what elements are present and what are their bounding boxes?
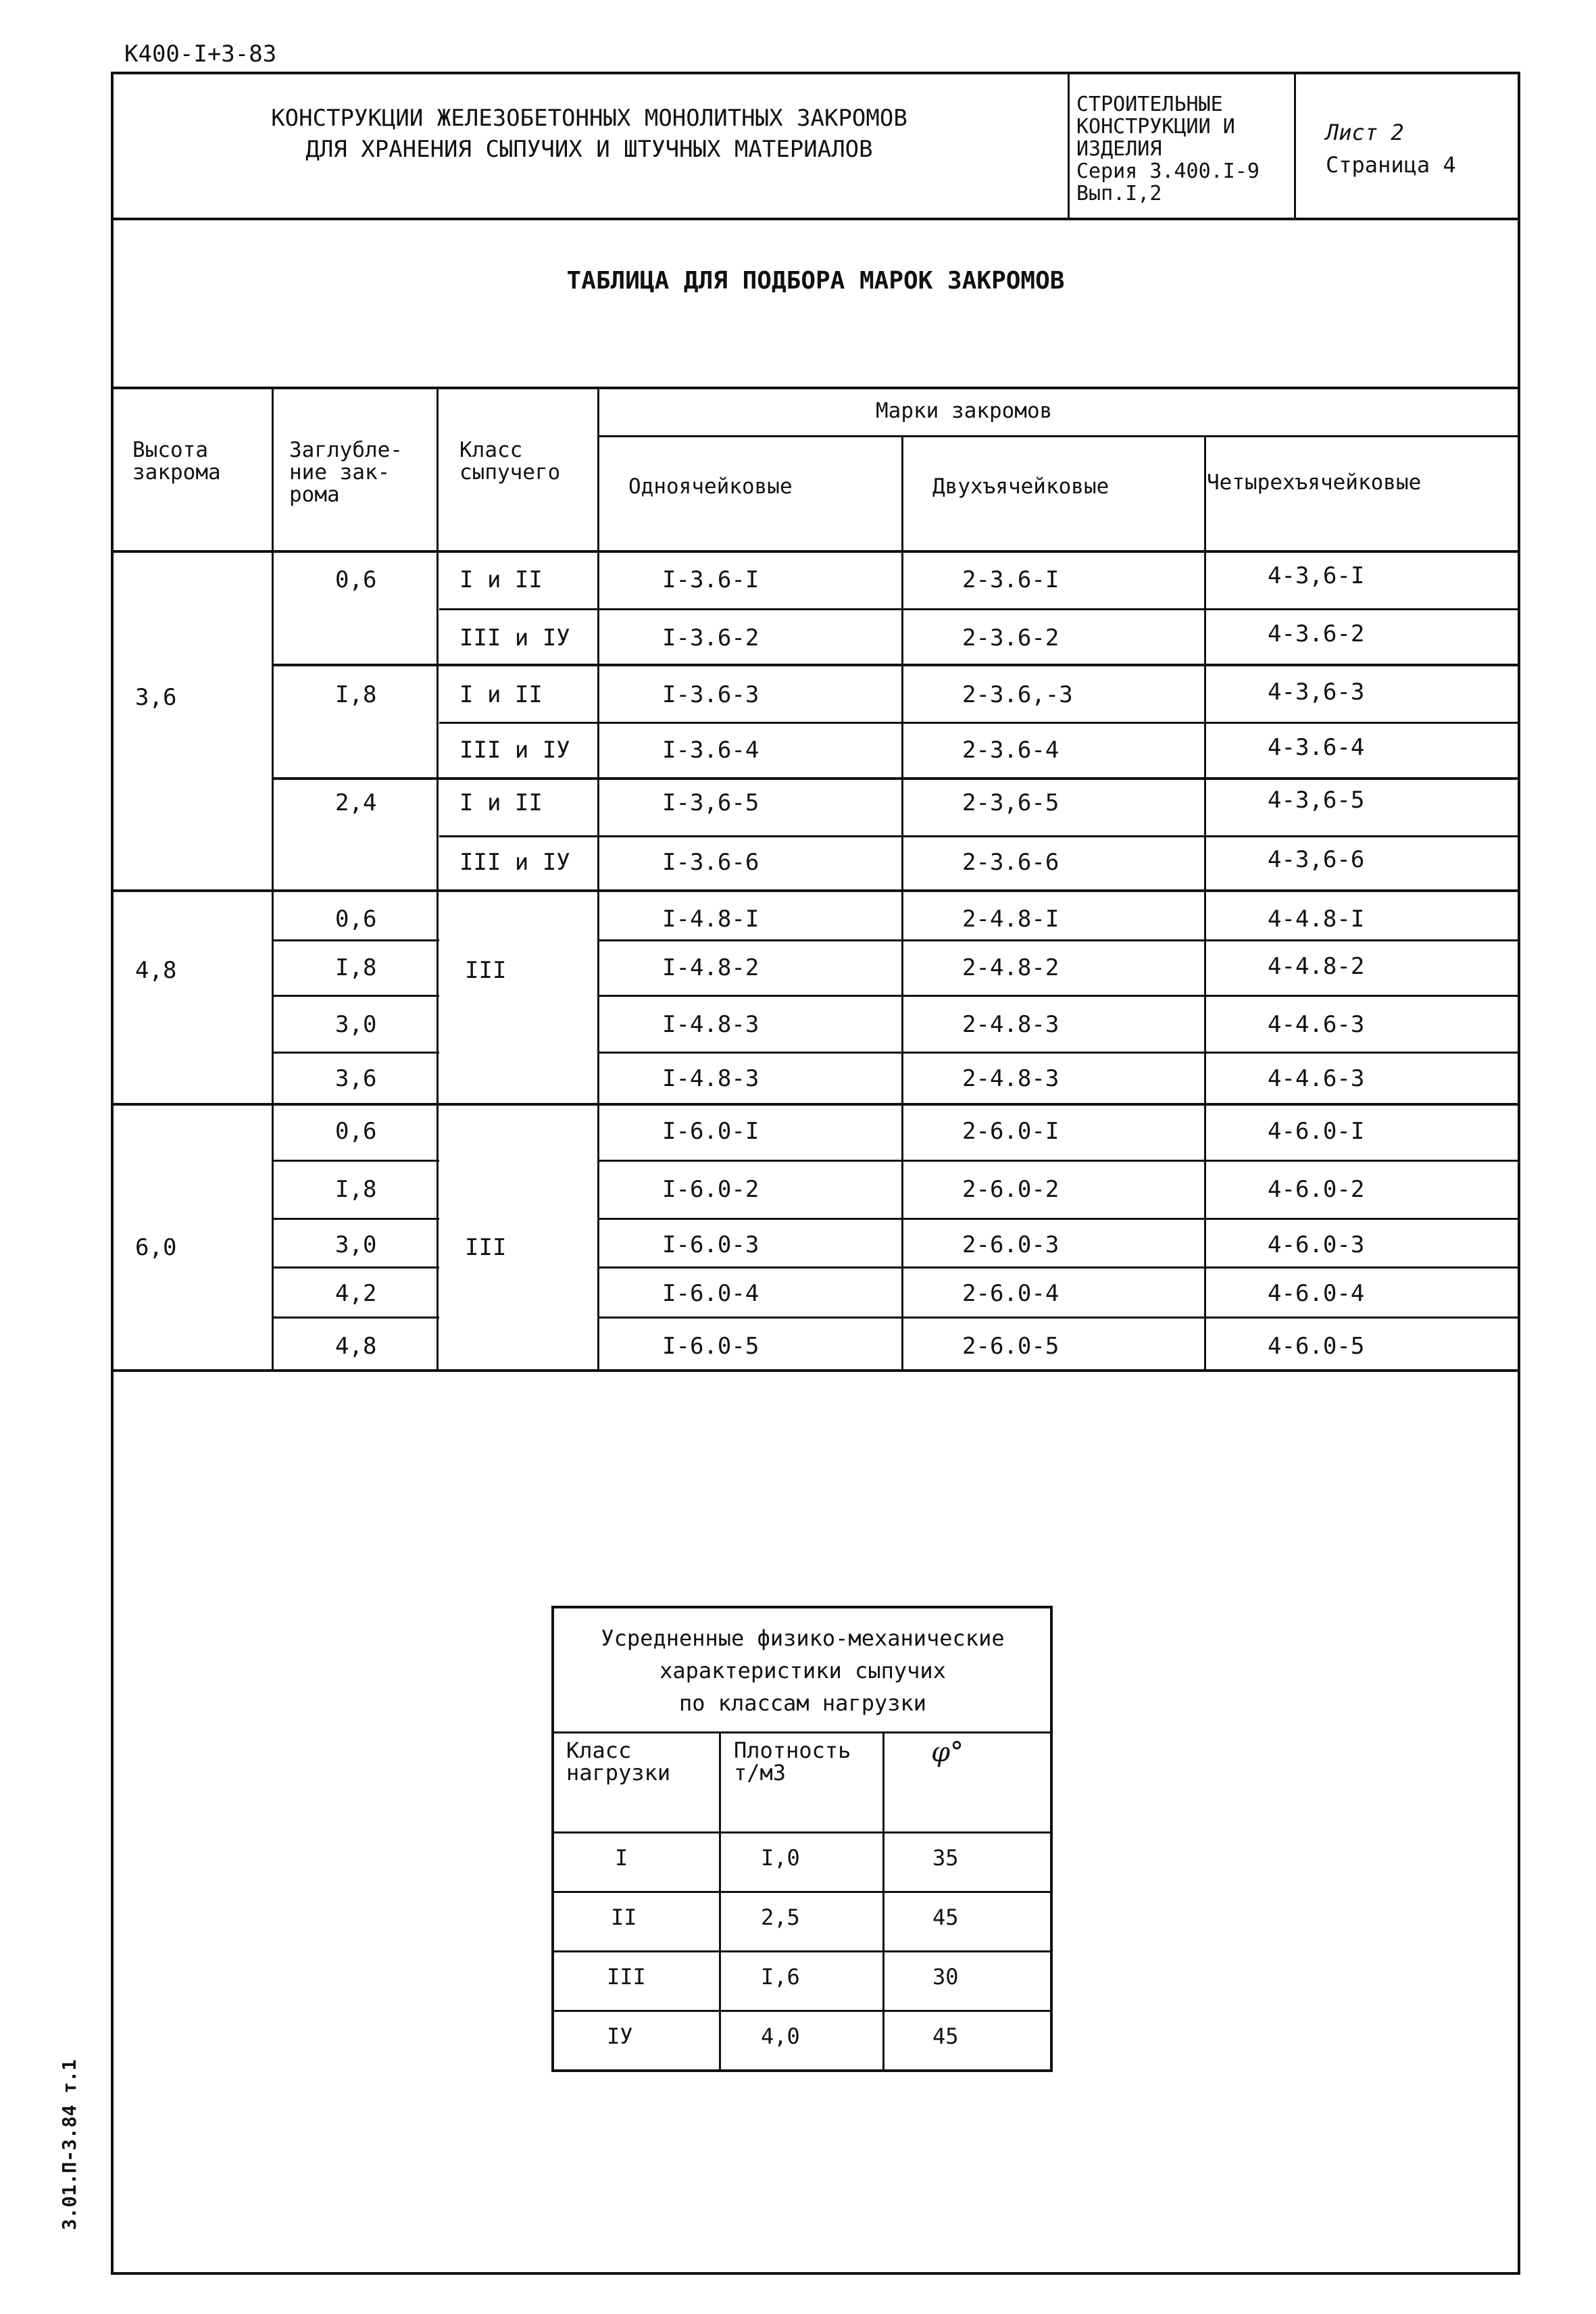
mark-four: 4-3,6-6 (1268, 846, 1365, 873)
mark-one: I-4.8-3 (662, 1011, 759, 1038)
depth-value: I,8 (335, 1176, 377, 1203)
ptab-class: II (611, 1904, 637, 1930)
series-line-2: КОНСТРУКЦИИ И (1076, 115, 1235, 139)
archive-stamp: 3.01.П-3.84 т.1 (58, 2059, 80, 2230)
mark-one: I-6.0-I (662, 1118, 759, 1145)
header-depth: Заглубле- ние зак- рома (289, 438, 403, 507)
ptab-header-density: Плотность т/м3 (734, 1738, 851, 1786)
row-divider (439, 608, 1520, 610)
ptab-col-divider (882, 1731, 884, 2072)
ptab-divider (554, 1891, 1051, 1893)
table-border (111, 387, 1520, 389)
series-line-1: СТРОИТЕЛЬНЫЕ (1076, 93, 1223, 116)
header-marks-group: Марки закромов (876, 399, 1053, 423)
table-border (111, 1369, 1520, 1372)
ptab-phi: 30 (932, 1964, 959, 1990)
mark-two: 2-4.8-I (962, 906, 1059, 933)
mark-one: I-6.0-4 (662, 1280, 759, 1307)
mark-four: 4-3.6-4 (1268, 734, 1365, 761)
row-divider (599, 1266, 1520, 1269)
depth-value: 3,0 (335, 1011, 377, 1038)
header-one-cell: Одноячейковые (628, 474, 793, 499)
depth-value: 4,8 (335, 1333, 377, 1360)
properties-title-line-1: Усредненные физико-механические (601, 1625, 1005, 1651)
row-divider (273, 664, 1520, 666)
ptab-density: 4,0 (761, 2023, 800, 2049)
title-block (111, 72, 1520, 220)
row-divider (111, 889, 1520, 892)
class-value: I и II (459, 566, 543, 593)
mark-two: 2-4.8-3 (962, 1065, 1059, 1092)
ptab-phi: 45 (932, 2023, 959, 2049)
mark-four: 4-6.0-5 (1268, 1333, 1365, 1360)
sheet-box (1296, 116, 1549, 181)
row-divider (273, 1316, 439, 1319)
document-code: К400-I+3-83 (124, 41, 277, 68)
mark-two: 2-6.0-3 (962, 1231, 1059, 1258)
series-line-5: Вып.I,2 (1076, 182, 1162, 205)
page-number: Страница 4 (1326, 152, 1456, 178)
mark-two: 2-3.6-2 (962, 624, 1059, 651)
height-value: 3,6 (135, 684, 177, 711)
depth-value: I,8 (335, 954, 377, 981)
document-title (111, 103, 1068, 165)
class-value: I и II (459, 681, 543, 708)
row-divider (273, 1052, 439, 1054)
col-divider (901, 435, 903, 1371)
header-four-cell: Четырехъячейковые (1207, 470, 1422, 495)
mark-two: 2-4.8-3 (962, 1011, 1059, 1038)
depth-value: 0,6 (335, 906, 377, 933)
mark-two: 2-3.6-I (962, 566, 1059, 593)
depth-value: I,8 (335, 681, 377, 708)
mark-four: 4-3,6-5 (1268, 787, 1365, 814)
title-line-2: ДЛЯ ХРАНЕНИЯ СЫПУЧИХ И ШТУЧНЫХ МАТЕРИАЛОВ (305, 136, 873, 163)
ptab-density: 2,5 (761, 1904, 800, 1930)
class-value: III и IУ (459, 849, 570, 876)
table-border (599, 435, 1520, 437)
ptab-class: I (615, 1845, 628, 1871)
ptab-divider (554, 1950, 1051, 1952)
mark-one: I-3.6-6 (662, 849, 759, 876)
col-divider (597, 387, 599, 1371)
header-height: Высота закрома (132, 438, 221, 485)
ptab-col-divider (719, 1731, 721, 2072)
sheet-number: Лист 2 (1326, 120, 1404, 145)
mark-one: I-3,6-5 (662, 789, 759, 816)
depth-value: 4,2 (335, 1280, 377, 1307)
ptab-header-phi: φ° (931, 1737, 964, 1768)
mark-two: 2-3,6-5 (962, 789, 1059, 816)
header-class: Класс сыпучего (459, 438, 561, 485)
ptab-density: I,0 (761, 1845, 800, 1871)
col-divider (272, 387, 274, 1371)
class-value: III и IУ (459, 624, 570, 651)
mark-two: 2-6.0-4 (962, 1280, 1059, 1307)
class-value: III и IУ (459, 737, 570, 764)
mark-two: 2-6.0-I (962, 1118, 1059, 1145)
class-value: III (465, 1234, 507, 1261)
mark-one: I-3.6-4 (662, 737, 759, 764)
properties-title-line-2: характеристики сыпучих (659, 1658, 946, 1683)
row-divider (599, 1160, 1520, 1162)
mark-one: I-3.6-I (662, 566, 759, 593)
height-value: 4,8 (135, 957, 177, 984)
depth-value: 3,6 (335, 1065, 377, 1092)
properties-table (551, 1606, 1053, 2072)
ptab-phi: 35 (932, 1845, 959, 1871)
row-divider (273, 1218, 439, 1220)
mark-one: I-6.0-5 (662, 1333, 759, 1360)
series-box (1068, 72, 1296, 218)
mark-one: I-3.6-2 (662, 624, 759, 651)
col-divider (1204, 435, 1206, 1371)
row-divider (273, 939, 439, 941)
mark-four: 4-6.0-2 (1268, 1176, 1365, 1203)
mark-one: I-6.0-3 (662, 1231, 759, 1258)
row-divider (599, 1052, 1520, 1054)
class-value: I и II (459, 789, 543, 816)
row-divider (439, 722, 1520, 724)
mark-one: I-4.8-2 (662, 954, 759, 981)
mark-four: 4-6.0-3 (1268, 1231, 1365, 1258)
header-two-cell: Двухъячейковые (932, 474, 1109, 499)
row-divider (599, 1218, 1520, 1220)
mark-one: I-3.6-3 (662, 681, 759, 708)
row-divider (273, 1266, 439, 1269)
mark-one: I-4.8-I (662, 906, 759, 933)
title-line-1: КОНСТРУКЦИИ ЖЕЛЕЗОБЕТОННЫХ МОНОЛИТНЫХ ЗАКРОМОВ (271, 105, 907, 132)
mark-two: 2-6.0-2 (962, 1176, 1059, 1203)
mark-one: I-4.8-3 (662, 1065, 759, 1092)
ptab-class: III (607, 1964, 646, 1990)
mark-four: 4-3,6-I (1268, 562, 1365, 589)
series-line-3: ИЗДЕЛИЯ (1076, 137, 1162, 161)
depth-value: 2,4 (335, 789, 377, 816)
ptab-density: I,6 (761, 1964, 800, 1990)
table-border (111, 550, 1520, 553)
row-divider (273, 777, 1520, 780)
row-divider (599, 1316, 1520, 1319)
mark-four: 4-6.0-4 (1268, 1280, 1365, 1307)
series-line-4: Серия 3.400.I-9 (1076, 159, 1260, 183)
mark-two: 2-3.6,-3 (962, 681, 1073, 708)
depth-value: 0,6 (335, 566, 377, 593)
ptab-class: IУ (607, 2023, 633, 2049)
mark-one: I-6.0-2 (662, 1176, 759, 1203)
row-divider (599, 995, 1520, 997)
mark-four: 4-3.6-2 (1268, 620, 1365, 647)
ptab-phi: 45 (932, 1904, 959, 1930)
depth-value: 3,0 (335, 1231, 377, 1258)
ptab-header-class: Класс нагрузки (566, 1738, 671, 1786)
class-value: III (465, 957, 507, 984)
row-divider (111, 1103, 1520, 1106)
col-divider (437, 387, 439, 1371)
mark-four: 4-4.8-2 (1268, 953, 1365, 980)
ptab-divider (554, 1731, 1051, 1733)
row-divider (599, 939, 1520, 941)
mark-two: 2-3.6-6 (962, 849, 1059, 876)
mark-four: 4-3,6-3 (1268, 679, 1365, 706)
row-divider (273, 1160, 439, 1162)
mark-four: 4-4.8-I (1268, 906, 1365, 933)
table-title: ТАБЛИЦА ДЛЯ ПОДБОРА МАРОК ЗАКРОМОВ (566, 267, 1065, 295)
mark-four: 4-4.6-3 (1268, 1011, 1365, 1038)
mark-two: 2-3.6-4 (962, 737, 1059, 764)
mark-four: 4-6.0-I (1268, 1118, 1365, 1145)
mark-two: 2-6.0-5 (962, 1333, 1059, 1360)
mark-two: 2-4.8-2 (962, 954, 1059, 981)
ptab-divider (554, 1831, 1051, 1833)
row-divider (439, 835, 1520, 837)
properties-table-title (554, 1622, 1051, 1719)
row-divider (273, 995, 439, 997)
mark-four: 4-4.6-3 (1268, 1065, 1365, 1092)
properties-title-line-3: по классам нагрузки (678, 1690, 927, 1716)
height-value: 6,0 (135, 1234, 177, 1261)
ptab-divider (554, 2010, 1051, 2012)
depth-value: 0,6 (335, 1118, 377, 1145)
